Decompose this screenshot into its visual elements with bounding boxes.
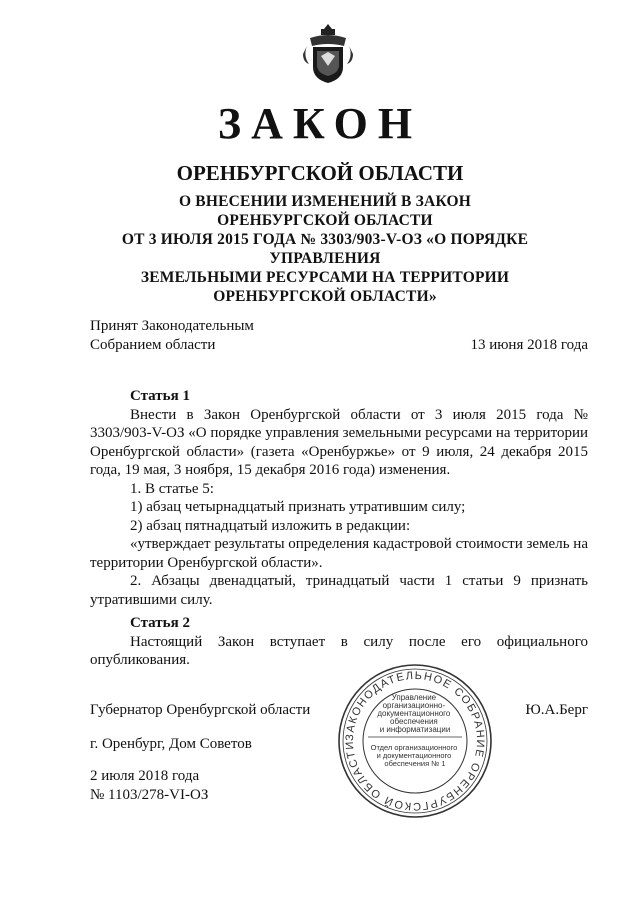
article-paragraph: Настоящий Закон вступает в силу после его официального опубликования. xyxy=(90,633,588,668)
stamp-inner-line: и информатизации xyxy=(379,725,451,734)
signatory-position: Губернатор Оренбургской области xyxy=(90,702,311,718)
adoption-info xyxy=(90,317,330,354)
subtitle-line: О ВНЕСЕНИИ ИЗМЕНЕНИЙ В ЗАКОН xyxy=(178,193,472,210)
svg-text:Управление организационн xyxy=(377,693,452,734)
issue-info xyxy=(90,767,208,804)
article-1 xyxy=(90,387,588,609)
svg-text:Отдел организационного и xyxy=(371,743,460,768)
document-subtitle xyxy=(70,192,580,306)
article-paragraph: 1) абзац четырнадцатый признать утратившим силу; xyxy=(130,499,466,515)
stamp-inner-line: организационно- xyxy=(382,701,446,710)
official-stamp xyxy=(336,662,494,820)
document-title: ЗАКОН xyxy=(217,99,423,148)
article-paragraph: «утверждает результаты определения кадастровой стоимости земель на территории Оренбургской области». xyxy=(90,536,588,571)
article-heading: Статья 1 xyxy=(130,388,190,404)
issue-date: 2 июля 2018 года xyxy=(90,768,200,784)
subtitle-line: ОТ 3 ИЮЛЯ 2015 ГОДА № 3303/903-V-ОЗ «О ПОРЯДКЕ УПРАВЛЕНИЯ xyxy=(121,231,529,267)
article-paragraph: 1. В статье 5: xyxy=(130,480,214,497)
subtitle-line: ЗЕМЕЛЬНЫМИ РЕСУРСАМИ НА ТЕРРИТОРИИ xyxy=(140,269,510,286)
stamp-inner-line: документационного xyxy=(377,709,451,718)
signing-place: г. Оренбург, Дом Советов xyxy=(90,736,252,752)
subtitle-line: ОРЕНБУРГСКОЙ ОБЛАСТИ xyxy=(217,212,433,229)
stamp-ring-text: ЗАКОНОДАТЕЛЬНОЕ СОБРАНИЕ ОРЕНБУРГСКОЙ ОБЛАСТИ xyxy=(343,669,487,813)
article-paragraph: 2) абзац пятнадцатый изложить в редакции: xyxy=(130,517,411,534)
stamp-bottom-line: обеспечения № 1 xyxy=(384,759,446,768)
svg-text:ЗАКОНОДАТЕЛЬНОЕ СОБРАНИЕ ОРЕНБ xyxy=(344,670,486,812)
article-paragraph: 2. Абзацы двенадцатый, тринадцатый части 1 статьи 9 признать утратившими силу. xyxy=(90,573,588,608)
stamp-bottom-line: Отдел организационного xyxy=(370,743,458,752)
stamp-inner-line: обеспечения xyxy=(390,717,438,726)
law-number: № 1103/278-VI-ОЗ xyxy=(90,786,209,803)
signatory-name: Ю.А.Берг xyxy=(525,702,588,718)
adoption-line: Собранием области xyxy=(90,336,216,353)
stamp-bottom-line: и документационного xyxy=(376,751,452,760)
article-paragraph: Внести в Закон Оренбургской области от 3 июля 2015 года № 3303/903-V-ОЗ «О порядке управления земельными ресурсами на территории Оренбургской области» (газета «Оренбуржье» от 9 июля, 24 декабря 2015 года, 19 мая, 3 ноября, 15 декабря 2016 года) изменения. xyxy=(90,406,588,478)
subtitle-line: ОРЕНБУРГСКОЙ ОБЛАСТИ» xyxy=(213,288,437,305)
coat-of-arms-emblem xyxy=(301,22,355,86)
adoption-line: Принят Законодательным xyxy=(90,318,254,334)
document-region: ОРЕНБУРГСКОЙ ОБЛАСТИ xyxy=(176,161,464,185)
stamp-inner-line: Управление xyxy=(391,693,437,702)
article-heading: Статья 2 xyxy=(130,615,190,631)
adoption-date: 13 июня 2018 года xyxy=(470,337,588,353)
